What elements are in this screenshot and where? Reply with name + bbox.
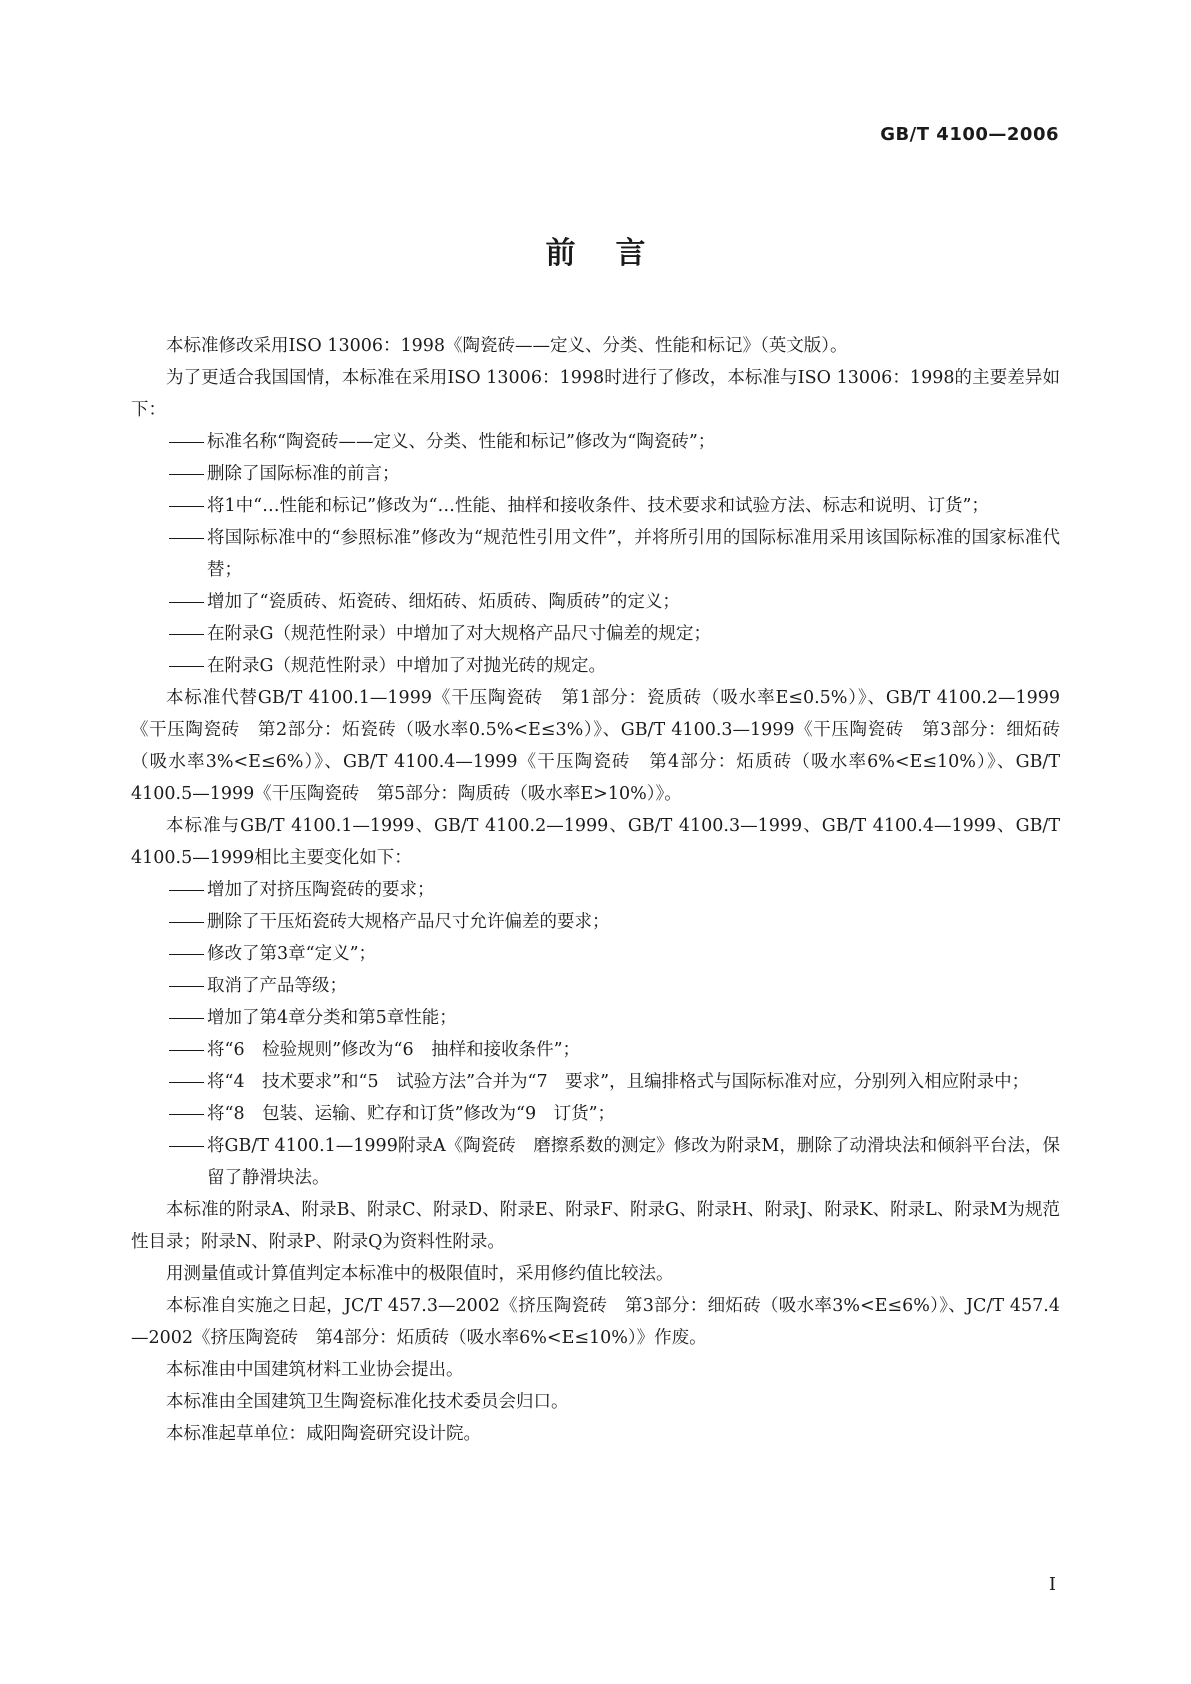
list-item	[131, 1066, 1060, 1098]
list-item-text: 将GB/T 4100.1—1999附录A《陶瓷砖 磨擦系数的测定》修改为附录M，删除了动滑块法和倾斜平台法，保留了静滑块法。	[207, 1136, 1060, 1188]
list-item	[131, 522, 1060, 586]
paragraph: 本标准自实施之日起，JC/T 457.3—2002《挤压陶瓷砖 第3部分：细炻砖（吸水率3%<E≤6%）》、JC/T 457.4—2002《挤压陶瓷砖 第4部分：炻质砖（吸水率6%<E≤10%）》作废。	[131, 1296, 1060, 1348]
list-item	[131, 490, 1060, 522]
list-item-text: 标准名称“陶瓷砖——定义、分类、性能和标记”修改为“陶瓷砖”；	[207, 432, 716, 452]
standard-code: GB/T 4100—2006	[880, 124, 1059, 145]
list-item	[131, 458, 1060, 490]
list-item-text: 增加了第4章分类和第5章性能；	[207, 1008, 457, 1028]
paragraph: 本标准修改采用ISO 13006：1998《陶瓷砖——定义、分类、性能和标记》（英文版）。	[166, 336, 848, 356]
page-title: 前言	[545, 236, 686, 271]
paragraph: 本标准由全国建筑卫生陶瓷标准化技术委员会归口。	[166, 1392, 569, 1412]
list-item-text: 取消了产品等级；	[207, 976, 347, 996]
list-item	[131, 618, 1060, 650]
paragraph: 用测量值或计算值判定本标准中的极限值时，采用修约值比较法。	[166, 1264, 674, 1284]
list-item-text: 在附录G（规范性附录）中增加了对大规格产品尺寸偏差的规定；	[207, 624, 711, 644]
list-item-text: 修改了第3章“定义”；	[207, 944, 377, 964]
list-item-text: 将“4 技术要求”和“5 试验方法”合并为“7 要求”，且编排格式与国际标准对应，分别列入相应附录中；	[207, 1072, 1030, 1092]
list-item	[131, 970, 1060, 1002]
list-item-text: 将“8 包装、运输、贮存和订货”修改为“9 订货”；	[207, 1104, 616, 1124]
paragraph: 本标准由中国建筑材料工业协会提出。	[166, 1360, 464, 1380]
paragraph: 本标准代替GB/T 4100.1—1999《干压陶瓷砖 第1部分：瓷质砖（吸水率E≤0.5%）》、GB/T 4100.2—1999《干压陶瓷砖 第2部分：炻瓷砖（吸水率0.5%<E≤3%）》、GB/T 4100.3—1999《干压陶瓷砖 第3部分：细炻砖（吸水率3%<E≤6%）》、GB/T 4100.4—1999《干压陶瓷砖 第4部分：炻质砖（吸水率6%<E≤10%）》、GB/T 4100.5—1999《干压陶瓷砖 第5部分：陶质砖（吸水率E>10%）》。	[131, 688, 1060, 804]
list-item	[131, 426, 1060, 458]
list-item-text: 将1中“…性能和标记”修改为“…性能、抽样和接收条件、技术要求和试验方法、标志和说明、订货”；	[207, 496, 989, 516]
list-item	[131, 938, 1060, 970]
list-item	[131, 1130, 1060, 1194]
list-item	[131, 586, 1060, 618]
page-number: I	[1048, 1574, 1056, 1595]
paragraph: 本标准起草单位：咸阳陶瓷研究设计院。	[166, 1424, 481, 1444]
list-item-text: 将“6 检验规则”修改为“6 抽样和接收条件”；	[207, 1040, 581, 1060]
list-item-text: 增加了“瓷质砖、炻瓷砖、细炻砖、炻质砖、陶质砖”的定义；	[207, 592, 680, 612]
list-item-text: 增加了对挤压陶瓷砖的要求；	[207, 880, 435, 900]
list-item	[131, 1098, 1060, 1130]
list-item	[131, 874, 1060, 906]
paragraph: 本标准与GB/T 4100.1—1999、GB/T 4100.2—1999、GB/T 4100.3—1999、GB/T 4100.4—1999、GB/T 4100.5—1999相比主要变化如下：	[131, 816, 1060, 868]
list-item	[131, 1002, 1060, 1034]
list-item-text: 删除了国际标准的前言；	[207, 464, 400, 484]
document-body	[131, 330, 1060, 1450]
list-item-text: 将国际标准中的“参照标准”修改为“规范性引用文件”，并将所引用的国际标准用采用该国际标准的国家标准代替；	[207, 528, 1060, 580]
list-item	[131, 650, 1060, 682]
list-item	[131, 1034, 1060, 1066]
paragraph: 为了更适合我国国情，本标准在采用ISO 13006：1998时进行了修改，本标准与ISO 13006：1998的主要差异如下：	[131, 368, 1060, 420]
paragraph: 本标准的附录A、附录B、附录C、附录D、附录E、附录F、附录G、附录H、附录J、附录K、附录L、附录M为规范性目录；附录N、附录P、附录Q为资料性附录。	[131, 1200, 1060, 1252]
list-item-text: 删除了干压炻瓷砖大规格产品尺寸允许偏差的要求；	[207, 912, 610, 932]
list-item	[131, 906, 1060, 938]
list-item-text: 在附录G（规范性附录）中增加了对抛光砖的规定。	[207, 656, 606, 676]
